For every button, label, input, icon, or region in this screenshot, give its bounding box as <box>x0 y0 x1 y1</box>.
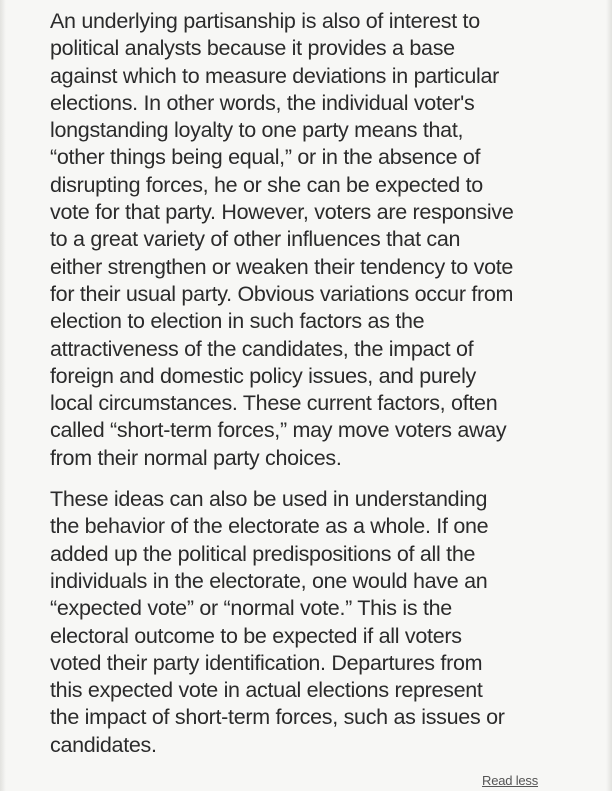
page-edge-right <box>606 0 612 791</box>
page-edge-left <box>0 0 6 791</box>
article-body <box>50 8 570 759</box>
paragraph-electorate: These ideas can also be used in understanding the behavior of the electorate as a whole. If one added up the political predispositions of all the individuals in the electorate, one would have an “expected vote” or “normal vote.” This is the electoral outcome to be expected if all voters voted their party identification. Departures from this expected vote in actual elections represent the impact of short-term forces, such as issues or candidates. <box>50 487 505 757</box>
paragraph-partisanship: An underlying partisanship is also of interest to political analysts because it provides a base against which to measure deviations in particular elections. In other words, the individual voter's longstanding loyalty to one party means that, “other things being equal,” or in the absence of disrupting forces, he or she can be expected to vote for that party. However, voters are responsive to a great variety of other influences that can either strengthen or weaken their tendency to vote for their usual party. Obvious variations occur from election to election in such factors as the attractiveness of the candidates, the impact of foreign and domestic policy issues, and purely local circumstances. These current factors, often called “short-term forces,” may move voters away from their normal party choices. <box>50 9 514 470</box>
read-less-link[interactable]: Read less <box>482 773 539 788</box>
